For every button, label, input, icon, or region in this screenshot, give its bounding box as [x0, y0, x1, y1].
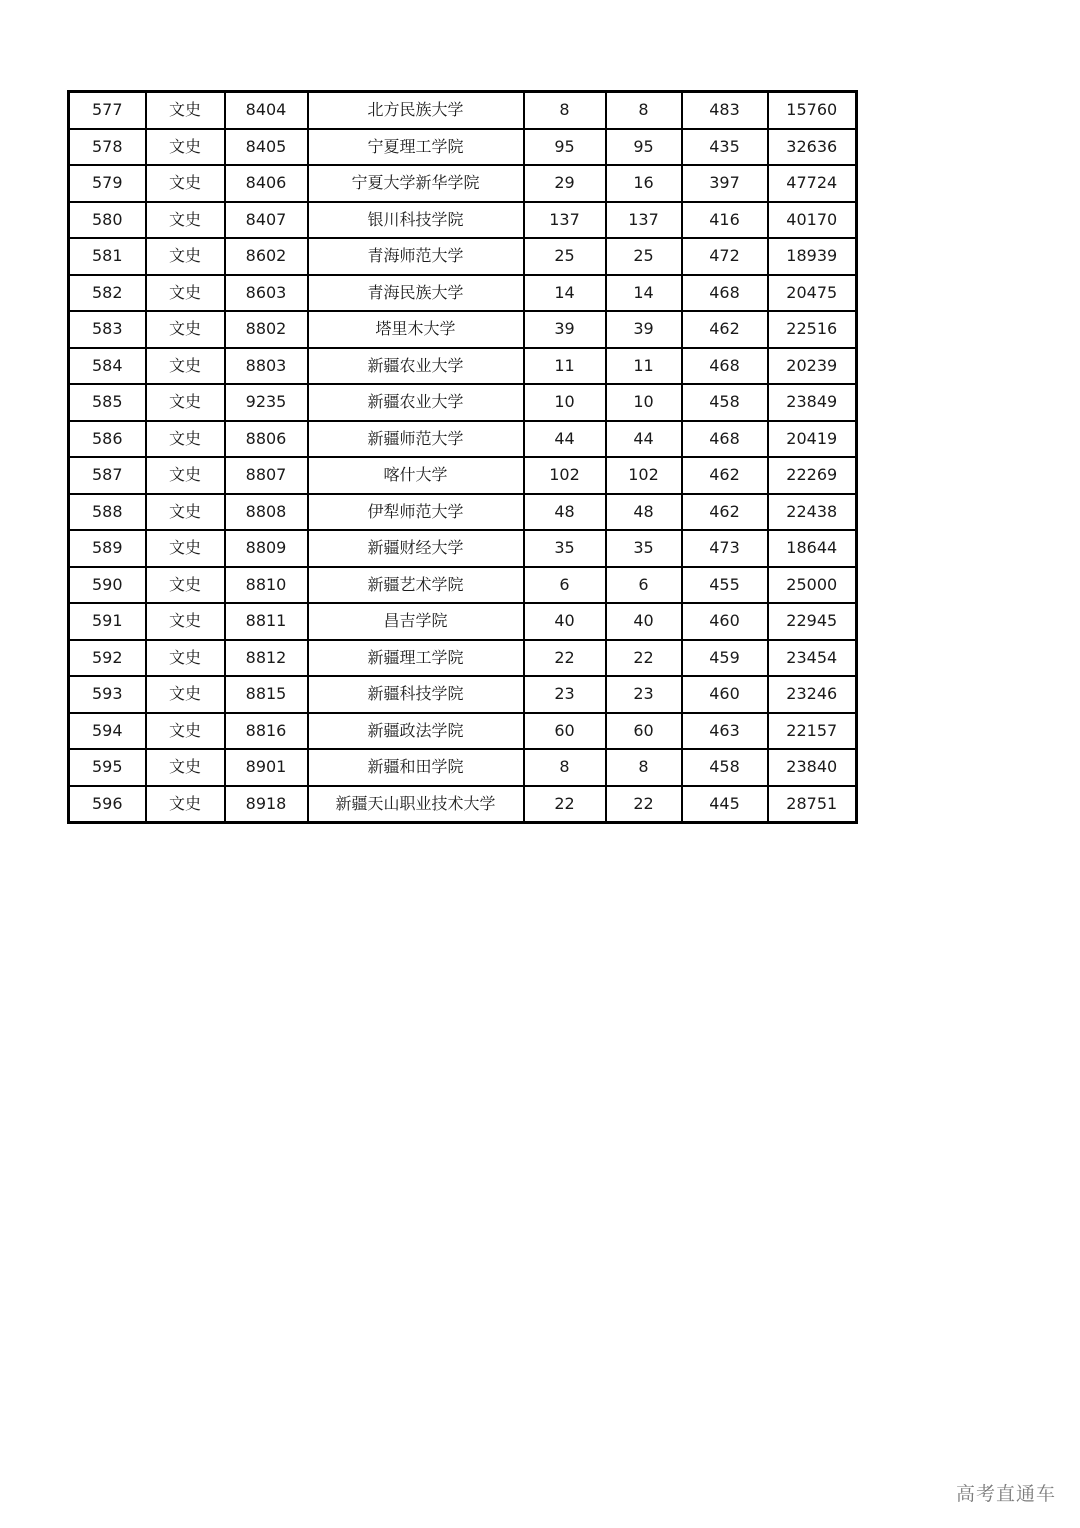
category-cell: 文史: [146, 494, 225, 531]
min-rank-cell: 20475: [768, 275, 857, 312]
school-name-cell: 新疆农业大学: [308, 348, 524, 385]
admitted-count-cell: 137: [606, 202, 682, 239]
seq-cell: 588: [69, 494, 146, 531]
code-cell: 8602: [225, 238, 308, 275]
min-rank-cell: 32636: [768, 129, 857, 166]
seq-cell: 590: [69, 567, 146, 604]
admitted-count-cell: 95: [606, 129, 682, 166]
min-rank-cell: 15760: [768, 92, 857, 129]
seq-cell: 581: [69, 238, 146, 275]
code-cell: 8918: [225, 786, 308, 823]
school-name-cell: 新疆财经大学: [308, 530, 524, 567]
plan-count-cell: 29: [524, 165, 606, 202]
school-name-cell: 青海师范大学: [308, 238, 524, 275]
school-name-cell: 新疆天山职业技术大学: [308, 786, 524, 823]
min-rank-cell: 18644: [768, 530, 857, 567]
seq-cell: 583: [69, 311, 146, 348]
code-cell: 8807: [225, 457, 308, 494]
category-cell: 文史: [146, 165, 225, 202]
admitted-count-cell: 10: [606, 384, 682, 421]
code-cell: 8404: [225, 92, 308, 129]
admitted-count-cell: 102: [606, 457, 682, 494]
seq-cell: 579: [69, 165, 146, 202]
plan-count-cell: 44: [524, 421, 606, 458]
table-row: [69, 530, 857, 567]
min-score-cell: 462: [682, 494, 768, 531]
code-cell: 8405: [225, 129, 308, 166]
plan-count-cell: 14: [524, 275, 606, 312]
admitted-count-cell: 8: [606, 92, 682, 129]
seq-cell: 577: [69, 92, 146, 129]
min-rank-cell: 18939: [768, 238, 857, 275]
min-rank-cell: 22157: [768, 713, 857, 750]
category-cell: 文史: [146, 384, 225, 421]
school-name-cell: 塔里木大学: [308, 311, 524, 348]
plan-count-cell: 8: [524, 749, 606, 786]
code-cell: 8816: [225, 713, 308, 750]
table-row: [69, 129, 857, 166]
category-cell: 文史: [146, 567, 225, 604]
plan-count-cell: 60: [524, 713, 606, 750]
table-row: [69, 457, 857, 494]
seq-cell: 592: [69, 640, 146, 677]
table-row: [69, 238, 857, 275]
min-score-cell: 458: [682, 384, 768, 421]
category-cell: 文史: [146, 676, 225, 713]
min-score-cell: 473: [682, 530, 768, 567]
code-cell: 8407: [225, 202, 308, 239]
min-rank-cell: 22269: [768, 457, 857, 494]
plan-count-cell: 6: [524, 567, 606, 604]
min-rank-cell: 20239: [768, 348, 857, 385]
min-score-cell: 416: [682, 202, 768, 239]
admitted-count-cell: 23: [606, 676, 682, 713]
table-row: [69, 603, 857, 640]
category-cell: 文史: [146, 603, 225, 640]
school-name-cell: 喀什大学: [308, 457, 524, 494]
category-cell: 文史: [146, 129, 225, 166]
code-cell: 8806: [225, 421, 308, 458]
admitted-count-cell: 39: [606, 311, 682, 348]
min-rank-cell: 23840: [768, 749, 857, 786]
admitted-count-cell: 8: [606, 749, 682, 786]
school-name-cell: 北方民族大学: [308, 92, 524, 129]
seq-cell: 595: [69, 749, 146, 786]
plan-count-cell: 102: [524, 457, 606, 494]
code-cell: 8802: [225, 311, 308, 348]
plan-count-cell: 48: [524, 494, 606, 531]
admitted-count-cell: 40: [606, 603, 682, 640]
min-score-cell: 455: [682, 567, 768, 604]
table-row: [69, 749, 857, 786]
min-rank-cell: 28751: [768, 786, 857, 823]
min-rank-cell: 23246: [768, 676, 857, 713]
min-rank-cell: 22945: [768, 603, 857, 640]
seq-cell: 587: [69, 457, 146, 494]
table-body: [69, 92, 857, 823]
table-row: [69, 421, 857, 458]
admitted-count-cell: 6: [606, 567, 682, 604]
category-cell: 文史: [146, 640, 225, 677]
admitted-count-cell: 25: [606, 238, 682, 275]
min-score-cell: 483: [682, 92, 768, 129]
min-score-cell: 445: [682, 786, 768, 823]
admitted-count-cell: 14: [606, 275, 682, 312]
table-row: [69, 713, 857, 750]
category-cell: 文史: [146, 749, 225, 786]
code-cell: 8810: [225, 567, 308, 604]
school-name-cell: 新疆师范大学: [308, 421, 524, 458]
min-score-cell: 468: [682, 348, 768, 385]
school-name-cell: 青海民族大学: [308, 275, 524, 312]
plan-count-cell: 35: [524, 530, 606, 567]
min-score-cell: 459: [682, 640, 768, 677]
category-cell: 文史: [146, 786, 225, 823]
table-row: [69, 202, 857, 239]
admitted-count-cell: 11: [606, 348, 682, 385]
plan-count-cell: 22: [524, 640, 606, 677]
school-name-cell: 新疆政法学院: [308, 713, 524, 750]
table-row: [69, 348, 857, 385]
category-cell: 文史: [146, 530, 225, 567]
code-cell: 8603: [225, 275, 308, 312]
plan-count-cell: 22: [524, 786, 606, 823]
min-score-cell: 462: [682, 457, 768, 494]
min-score-cell: 468: [682, 421, 768, 458]
code-cell: 8815: [225, 676, 308, 713]
category-cell: 文史: [146, 202, 225, 239]
min-score-cell: 458: [682, 749, 768, 786]
admitted-count-cell: 35: [606, 530, 682, 567]
plan-count-cell: 11: [524, 348, 606, 385]
table-row: [69, 384, 857, 421]
plan-count-cell: 25: [524, 238, 606, 275]
category-cell: 文史: [146, 421, 225, 458]
admission-table-container: [67, 90, 858, 824]
table-row: [69, 640, 857, 677]
plan-count-cell: 95: [524, 129, 606, 166]
seq-cell: 586: [69, 421, 146, 458]
plan-count-cell: 10: [524, 384, 606, 421]
seq-cell: 593: [69, 676, 146, 713]
school-name-cell: 新疆艺术学院: [308, 567, 524, 604]
school-name-cell: 宁夏理工学院: [308, 129, 524, 166]
min-rank-cell: 47724: [768, 165, 857, 202]
min-score-cell: 462: [682, 311, 768, 348]
table-row: [69, 567, 857, 604]
school-name-cell: 新疆和田学院: [308, 749, 524, 786]
category-cell: 文史: [146, 713, 225, 750]
admitted-count-cell: 44: [606, 421, 682, 458]
code-cell: 8808: [225, 494, 308, 531]
seq-cell: 580: [69, 202, 146, 239]
min-rank-cell: 23454: [768, 640, 857, 677]
seq-cell: 582: [69, 275, 146, 312]
admitted-count-cell: 60: [606, 713, 682, 750]
code-cell: 8901: [225, 749, 308, 786]
seq-cell: 596: [69, 786, 146, 823]
admission-table: [67, 90, 858, 824]
admitted-count-cell: 16: [606, 165, 682, 202]
school-name-cell: 伊犁师范大学: [308, 494, 524, 531]
code-cell: 8406: [225, 165, 308, 202]
admitted-count-cell: 48: [606, 494, 682, 531]
code-cell: 8812: [225, 640, 308, 677]
min-rank-cell: 23849: [768, 384, 857, 421]
code-cell: 8809: [225, 530, 308, 567]
min-score-cell: 468: [682, 275, 768, 312]
admitted-count-cell: 22: [606, 786, 682, 823]
code-cell: 8803: [225, 348, 308, 385]
school-name-cell: 新疆理工学院: [308, 640, 524, 677]
seq-cell: 589: [69, 530, 146, 567]
category-cell: 文史: [146, 92, 225, 129]
school-name-cell: 银川科技学院: [308, 202, 524, 239]
min-score-cell: 460: [682, 603, 768, 640]
plan-count-cell: 39: [524, 311, 606, 348]
table-row: [69, 786, 857, 823]
table-row: [69, 165, 857, 202]
watermark-text: 高考直通车: [955, 1483, 1056, 1505]
min-rank-cell: 22438: [768, 494, 857, 531]
seq-cell: 578: [69, 129, 146, 166]
min-score-cell: 435: [682, 129, 768, 166]
table-row: [69, 275, 857, 312]
admitted-count-cell: 22: [606, 640, 682, 677]
table-row: [69, 311, 857, 348]
category-cell: 文史: [146, 238, 225, 275]
code-cell: 9235: [225, 384, 308, 421]
plan-count-cell: 8: [524, 92, 606, 129]
seq-cell: 594: [69, 713, 146, 750]
category-cell: 文史: [146, 457, 225, 494]
school-name-cell: 新疆农业大学: [308, 384, 524, 421]
min-rank-cell: 20419: [768, 421, 857, 458]
plan-count-cell: 137: [524, 202, 606, 239]
plan-count-cell: 23: [524, 676, 606, 713]
min-score-cell: 460: [682, 676, 768, 713]
school-name-cell: 新疆科技学院: [308, 676, 524, 713]
category-cell: 文史: [146, 348, 225, 385]
table-row: [69, 676, 857, 713]
code-cell: 8811: [225, 603, 308, 640]
category-cell: 文史: [146, 311, 225, 348]
plan-count-cell: 40: [524, 603, 606, 640]
min-score-cell: 397: [682, 165, 768, 202]
seq-cell: 585: [69, 384, 146, 421]
school-name-cell: 宁夏大学新华学院: [308, 165, 524, 202]
min-rank-cell: 25000: [768, 567, 857, 604]
seq-cell: 591: [69, 603, 146, 640]
category-cell: 文史: [146, 275, 225, 312]
min-rank-cell: 40170: [768, 202, 857, 239]
min-rank-cell: 22516: [768, 311, 857, 348]
table-row: [69, 92, 857, 129]
seq-cell: 584: [69, 348, 146, 385]
school-name-cell: 昌吉学院: [308, 603, 524, 640]
table-row: [69, 494, 857, 531]
min-score-cell: 463: [682, 713, 768, 750]
min-score-cell: 472: [682, 238, 768, 275]
